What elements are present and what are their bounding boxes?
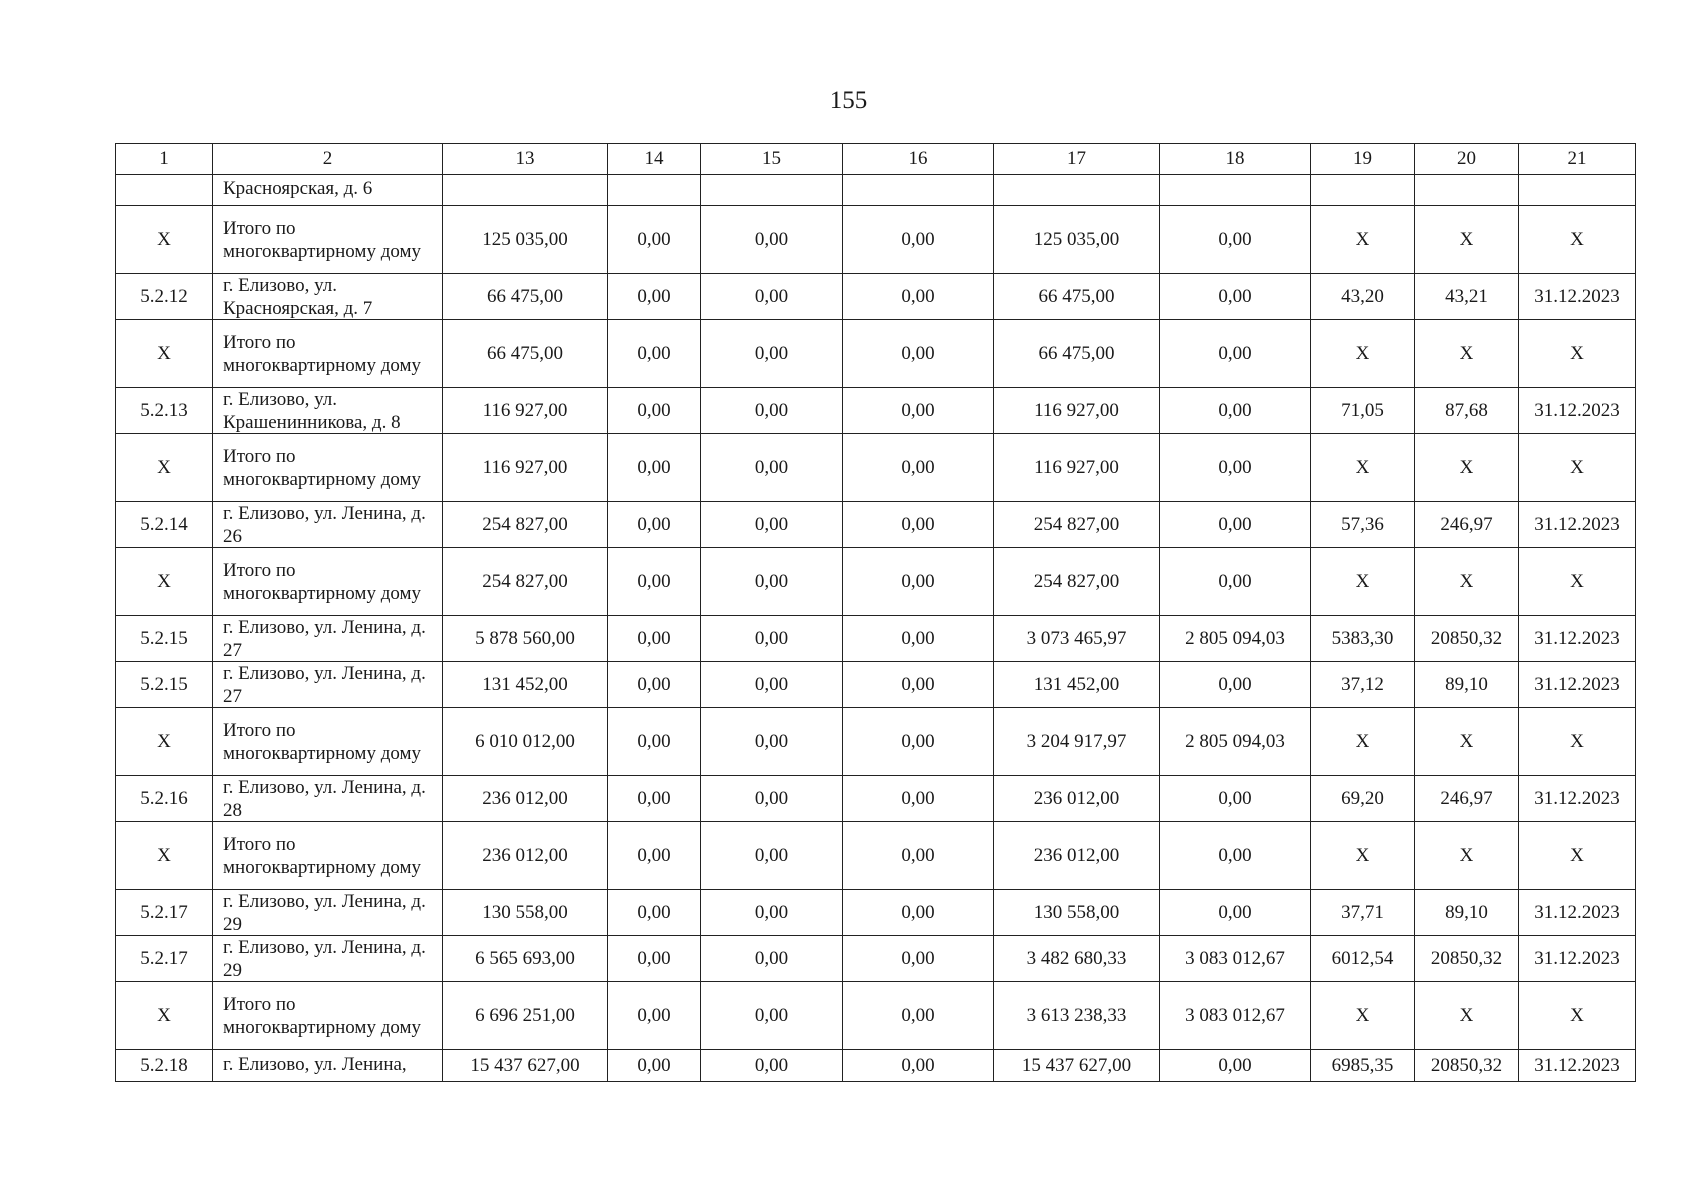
regional-funds-cell: 0,00	[701, 274, 843, 320]
max-unit-cost-cell	[1415, 175, 1519, 206]
column-header: 17	[994, 144, 1160, 175]
regional-funds-cell: 0,00	[701, 936, 843, 982]
owners-funds-cell: 3 613 238,33	[994, 982, 1160, 1050]
total-row	[116, 708, 1636, 776]
owners-funds-cell: 254 827,00	[994, 548, 1160, 616]
column-header: 21	[1519, 144, 1636, 175]
address-cell	[213, 434, 443, 502]
federal-funds-cell: 0,00	[608, 434, 701, 502]
deadline-cell: 31.12.2023	[1519, 890, 1636, 936]
address-cell	[213, 708, 443, 776]
other-funds-cell: 0,00	[1160, 662, 1311, 708]
total-row	[116, 982, 1636, 1050]
address-cell	[213, 936, 443, 982]
regional-funds-cell: 0,00	[701, 890, 843, 936]
local-funds-cell: 0,00	[843, 662, 994, 708]
owners-funds-cell: 66 475,00	[994, 320, 1160, 388]
max-unit-cost-cell: Х	[1415, 206, 1519, 274]
item-number-cell: 5.2.15	[116, 662, 213, 708]
deadline-cell: 31.12.2023	[1519, 502, 1636, 548]
column-header: 20	[1415, 144, 1519, 175]
item-number-cell: 5.2.12	[116, 274, 213, 320]
table-row	[116, 890, 1636, 936]
regional-funds-cell: 0,00	[701, 388, 843, 434]
max-unit-cost-cell: 87,68	[1415, 388, 1519, 434]
address-text: г. Елизово, ул. Ленина, д. 29	[223, 890, 426, 935]
total-row	[116, 822, 1636, 890]
unit-cost-cell: 69,20	[1311, 776, 1415, 822]
item-number-cell: 5.2.17	[116, 936, 213, 982]
total-cost-cell: 125 035,00	[443, 206, 608, 274]
deadline-cell	[1519, 175, 1636, 206]
deadline-cell: 31.12.2023	[1519, 616, 1636, 662]
address-text: г. Елизово, ул. Ленина,	[223, 1053, 407, 1075]
total-cost-cell: 66 475,00	[443, 320, 608, 388]
unit-cost-cell: 37,12	[1311, 662, 1415, 708]
other-funds-cell: 0,00	[1160, 822, 1311, 890]
federal-funds-cell: 0,00	[608, 548, 701, 616]
other-funds-cell: 2 805 094,03	[1160, 616, 1311, 662]
deadline-cell: 31.12.2023	[1519, 388, 1636, 434]
regional-funds-cell: 0,00	[701, 1050, 843, 1082]
total-cost-cell: 6 010 012,00	[443, 708, 608, 776]
address-text: г. Елизово, ул. Ленина, д. 27	[223, 662, 426, 707]
unit-cost-cell: Х	[1311, 206, 1415, 274]
owners-funds-cell: 15 437 627,00	[994, 1050, 1160, 1082]
federal-funds-cell: 0,00	[608, 662, 701, 708]
column-header: 2	[213, 144, 443, 175]
total-cost-cell: 236 012,00	[443, 776, 608, 822]
item-number-cell: Х	[116, 822, 213, 890]
address-cell	[213, 982, 443, 1050]
owners-funds-cell: 66 475,00	[994, 274, 1160, 320]
unit-cost-cell: Х	[1311, 708, 1415, 776]
max-unit-cost-cell: 20850,32	[1415, 936, 1519, 982]
federal-funds-cell: 0,00	[608, 982, 701, 1050]
regional-funds-cell: 0,00	[701, 502, 843, 548]
federal-funds-cell: 0,00	[608, 274, 701, 320]
address-cell	[213, 890, 443, 936]
other-funds-cell: 0,00	[1160, 434, 1311, 502]
column-header: 18	[1160, 144, 1311, 175]
federal-funds-cell: 0,00	[608, 502, 701, 548]
deadline-cell: Х	[1519, 320, 1636, 388]
item-number-cell: Х	[116, 206, 213, 274]
regional-funds-cell: 0,00	[701, 434, 843, 502]
address-cell	[213, 206, 443, 274]
local-funds-cell: 0,00	[843, 274, 994, 320]
address-text: Итого по многоквартирному дому	[223, 719, 422, 764]
regional-funds-cell	[701, 175, 843, 206]
total-row	[116, 434, 1636, 502]
item-number-cell: Х	[116, 982, 213, 1050]
address-text: г. Елизово, ул. Ленина, д. 27	[223, 616, 426, 661]
max-unit-cost-cell: Х	[1415, 982, 1519, 1050]
other-funds-cell: 0,00	[1160, 320, 1311, 388]
total-cost-cell: 236 012,00	[443, 822, 608, 890]
address-text: Итого по многоквартирному дому	[223, 217, 422, 262]
federal-funds-cell: 0,00	[608, 890, 701, 936]
data-table	[115, 143, 1636, 1082]
address-text: г. Елизово, ул. Ленина, д. 26	[223, 502, 426, 547]
owners-funds-cell: 131 452,00	[994, 662, 1160, 708]
address-text: г. Елизово, ул. Ленина, д. 28	[223, 776, 426, 821]
federal-funds-cell: 0,00	[608, 776, 701, 822]
deadline-cell: 31.12.2023	[1519, 662, 1636, 708]
address-cell	[213, 776, 443, 822]
local-funds-cell: 0,00	[843, 548, 994, 616]
federal-funds-cell: 0,00	[608, 206, 701, 274]
unit-cost-cell: 43,20	[1311, 274, 1415, 320]
owners-funds-cell: 130 558,00	[994, 890, 1160, 936]
owners-funds-cell	[994, 175, 1160, 206]
local-funds-cell: 0,00	[843, 936, 994, 982]
unit-cost-cell: Х	[1311, 822, 1415, 890]
max-unit-cost-cell: 20850,32	[1415, 1050, 1519, 1082]
total-cost-cell: 131 452,00	[443, 662, 608, 708]
owners-funds-cell: 236 012,00	[994, 776, 1160, 822]
other-funds-cell: 0,00	[1160, 890, 1311, 936]
column-header: 13	[443, 144, 608, 175]
address-cell	[213, 388, 443, 434]
regional-funds-cell: 0,00	[701, 548, 843, 616]
address-cell	[213, 616, 443, 662]
deadline-cell: Х	[1519, 708, 1636, 776]
other-funds-cell: 0,00	[1160, 206, 1311, 274]
total-cost-cell: 6 696 251,00	[443, 982, 608, 1050]
max-unit-cost-cell: Х	[1415, 708, 1519, 776]
local-funds-cell: 0,00	[843, 776, 994, 822]
unit-cost-cell: 57,36	[1311, 502, 1415, 548]
column-header: 16	[843, 144, 994, 175]
item-number-cell: 5.2.16	[116, 776, 213, 822]
deadline-cell: Х	[1519, 822, 1636, 890]
address-cell	[213, 175, 443, 206]
regional-funds-cell: 0,00	[701, 616, 843, 662]
address-cell	[213, 822, 443, 890]
total-cost-cell: 130 558,00	[443, 890, 608, 936]
other-funds-cell	[1160, 175, 1311, 206]
federal-funds-cell: 0,00	[608, 1050, 701, 1082]
total-cost-cell: 66 475,00	[443, 274, 608, 320]
unit-cost-cell: Х	[1311, 982, 1415, 1050]
local-funds-cell: 0,00	[843, 206, 994, 274]
total-cost-cell: 6 565 693,00	[443, 936, 608, 982]
address-text: г. Елизово, ул. Крашенинникова, д. 8	[223, 388, 401, 433]
total-row	[116, 206, 1636, 274]
deadline-cell: 31.12.2023	[1519, 1050, 1636, 1082]
address-cell	[213, 548, 443, 616]
unit-cost-cell	[1311, 175, 1415, 206]
local-funds-cell: 0,00	[843, 502, 994, 548]
local-funds-cell: 0,00	[843, 1050, 994, 1082]
regional-funds-cell: 0,00	[701, 662, 843, 708]
local-funds-cell: 0,00	[843, 616, 994, 662]
address-cell	[213, 320, 443, 388]
deadline-cell: Х	[1519, 206, 1636, 274]
unit-cost-cell: 71,05	[1311, 388, 1415, 434]
local-funds-cell: 0,00	[843, 822, 994, 890]
header-row	[116, 144, 1636, 175]
deadline-cell: Х	[1519, 982, 1636, 1050]
federal-funds-cell: 0,00	[608, 388, 701, 434]
table-row	[116, 776, 1636, 822]
unit-cost-cell: 6985,35	[1311, 1050, 1415, 1082]
table-row	[116, 388, 1636, 434]
total-cost-cell: 116 927,00	[443, 434, 608, 502]
item-number-cell: Х	[116, 434, 213, 502]
deadline-cell: 31.12.2023	[1519, 274, 1636, 320]
owners-funds-cell: 3 204 917,97	[994, 708, 1160, 776]
item-number-cell: 5.2.15	[116, 616, 213, 662]
column-header: 19	[1311, 144, 1415, 175]
regional-funds-cell: 0,00	[701, 822, 843, 890]
other-funds-cell: 0,00	[1160, 548, 1311, 616]
max-unit-cost-cell: Х	[1415, 434, 1519, 502]
address-text: Итого по многоквартирному дому	[223, 993, 422, 1038]
table-row	[116, 936, 1636, 982]
unit-cost-cell: Х	[1311, 548, 1415, 616]
item-number-cell: 5.2.13	[116, 388, 213, 434]
address-cell	[213, 502, 443, 548]
owners-funds-cell: 254 827,00	[994, 502, 1160, 548]
other-funds-cell: 0,00	[1160, 1050, 1311, 1082]
max-unit-cost-cell: Х	[1415, 548, 1519, 616]
address-text: Итого по многоквартирному дому	[223, 445, 422, 490]
max-unit-cost-cell: 43,21	[1415, 274, 1519, 320]
table-row	[116, 616, 1636, 662]
max-unit-cost-cell: 20850,32	[1415, 616, 1519, 662]
total-cost-cell: 254 827,00	[443, 548, 608, 616]
federal-funds-cell: 0,00	[608, 936, 701, 982]
owners-funds-cell: 125 035,00	[994, 206, 1160, 274]
owners-funds-cell: 3 482 680,33	[994, 936, 1160, 982]
regional-funds-cell: 0,00	[701, 206, 843, 274]
item-number-cell: Х	[116, 548, 213, 616]
total-row	[116, 548, 1636, 616]
other-funds-cell: 0,00	[1160, 502, 1311, 548]
unit-cost-cell: 37,71	[1311, 890, 1415, 936]
deadline-cell: Х	[1519, 548, 1636, 616]
total-cost-cell	[443, 175, 608, 206]
regional-funds-cell: 0,00	[701, 320, 843, 388]
owners-funds-cell: 116 927,00	[994, 388, 1160, 434]
address-text: г. Елизово, ул. Красноярская, д. 7	[223, 274, 373, 319]
federal-funds-cell: 0,00	[608, 616, 701, 662]
other-funds-cell: 2 805 094,03	[1160, 708, 1311, 776]
owners-funds-cell: 236 012,00	[994, 822, 1160, 890]
deadline-cell: 31.12.2023	[1519, 936, 1636, 982]
owners-funds-cell: 116 927,00	[994, 434, 1160, 502]
table-row	[116, 1050, 1636, 1082]
other-funds-cell: 0,00	[1160, 388, 1311, 434]
total-cost-cell: 254 827,00	[443, 502, 608, 548]
address-text: Итого по многоквартирному дому	[223, 559, 422, 604]
address-cell	[213, 274, 443, 320]
deadline-cell: 31.12.2023	[1519, 776, 1636, 822]
local-funds-cell: 0,00	[843, 434, 994, 502]
unit-cost-cell: Х	[1311, 320, 1415, 388]
max-unit-cost-cell: 246,97	[1415, 502, 1519, 548]
max-unit-cost-cell: Х	[1415, 822, 1519, 890]
regional-funds-cell: 0,00	[701, 708, 843, 776]
unit-cost-cell: 6012,54	[1311, 936, 1415, 982]
other-funds-cell: 0,00	[1160, 274, 1311, 320]
item-number-cell: Х	[116, 320, 213, 388]
item-number-cell: Х	[116, 708, 213, 776]
local-funds-cell: 0,00	[843, 388, 994, 434]
table-header	[116, 144, 1636, 175]
total-cost-cell: 116 927,00	[443, 388, 608, 434]
table-row	[116, 175, 1636, 206]
item-number-cell: 5.2.18	[116, 1050, 213, 1082]
address-text: Красноярская, д. 6	[223, 178, 373, 199]
local-funds-cell	[843, 175, 994, 206]
table-body	[116, 175, 1636, 1082]
page-number: 155	[829, 87, 868, 114]
column-header: 1	[116, 144, 213, 175]
max-unit-cost-cell: 89,10	[1415, 890, 1519, 936]
total-cost-cell: 5 878 560,00	[443, 616, 608, 662]
regional-funds-cell: 0,00	[701, 776, 843, 822]
column-header: 14	[608, 144, 701, 175]
other-funds-cell: 3 083 012,67	[1160, 936, 1311, 982]
address-cell	[213, 1050, 443, 1082]
local-funds-cell: 0,00	[843, 890, 994, 936]
address-text: Итого по многоквартирному дому	[223, 833, 422, 878]
other-funds-cell: 0,00	[1160, 776, 1311, 822]
unit-cost-cell: 5383,30	[1311, 616, 1415, 662]
unit-cost-cell: Х	[1311, 434, 1415, 502]
federal-funds-cell: 0,00	[608, 320, 701, 388]
regional-funds-cell: 0,00	[701, 982, 843, 1050]
other-funds-cell: 3 083 012,67	[1160, 982, 1311, 1050]
item-number-cell: 5.2.14	[116, 502, 213, 548]
column-header: 15	[701, 144, 843, 175]
max-unit-cost-cell: Х	[1415, 320, 1519, 388]
table-row	[116, 502, 1636, 548]
item-number-cell: 5.2.17	[116, 890, 213, 936]
address-cell	[213, 662, 443, 708]
total-cost-cell: 15 437 627,00	[443, 1050, 608, 1082]
table-row	[116, 662, 1636, 708]
federal-funds-cell	[608, 175, 701, 206]
federal-funds-cell: 0,00	[608, 708, 701, 776]
local-funds-cell: 0,00	[843, 708, 994, 776]
max-unit-cost-cell: 246,97	[1415, 776, 1519, 822]
federal-funds-cell: 0,00	[608, 822, 701, 890]
local-funds-cell: 0,00	[843, 982, 994, 1050]
table-row	[116, 274, 1636, 320]
total-row	[116, 320, 1636, 388]
local-funds-cell: 0,00	[843, 320, 994, 388]
item-number-cell	[116, 175, 213, 206]
address-text: г. Елизово, ул. Ленина, д. 29	[223, 936, 426, 981]
max-unit-cost-cell: 89,10	[1415, 662, 1519, 708]
address-text: Итого по многоквартирному дому	[223, 331, 422, 376]
owners-funds-cell: 3 073 465,97	[994, 616, 1160, 662]
deadline-cell: Х	[1519, 434, 1636, 502]
